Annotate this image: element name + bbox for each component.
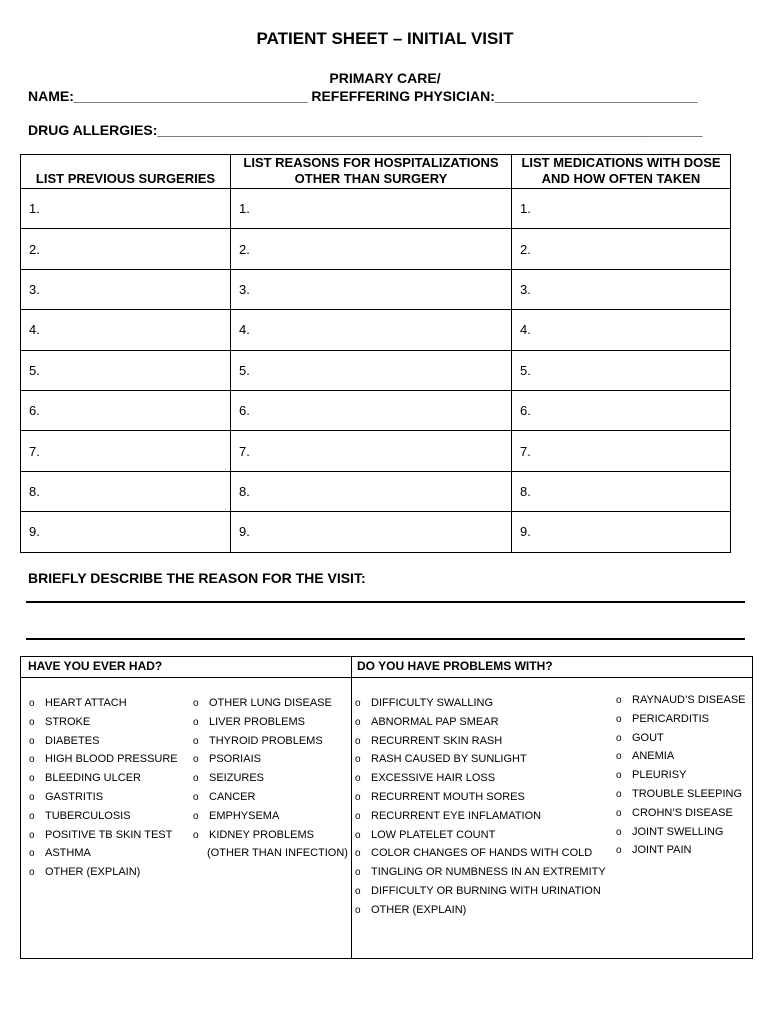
checkbox-circle-icon[interactable]: o [193,829,199,841]
checklist-item-label: STROKE [45,715,91,728]
table-row [21,189,731,229]
surgery-entry-cell[interactable]: 9. [21,512,231,552]
checkbox-circle-icon[interactable]: o [355,886,361,897]
hospitalization-entry-cell[interactable]: 9. [231,512,512,552]
table-header-row [21,155,731,189]
checklist-item-label: ANEMIA [632,750,675,763]
checkbox-circle-icon[interactable]: o [616,751,622,763]
table-row [21,310,731,350]
checkbox-circle-icon[interactable]: o [193,735,199,747]
checklist-item-label: OTHER LUNG DISEASE [209,697,332,709]
checklist-item[interactable] [193,772,264,784]
checklist-item-label: JOINT PAIN [632,844,692,857]
checklist-item-label: DIABETES [45,734,100,747]
hospitalization-entry-cell[interactable]: 5. [231,350,512,390]
checkbox-circle-icon[interactable]: o [355,810,361,822]
table-row [21,390,731,430]
checkbox-circle-icon[interactable]: o [616,713,622,725]
kidney-problems-note: (OTHER THAN INFECTION) [207,847,348,860]
checkbox-circle-icon[interactable]: o [29,735,35,747]
page-title: PATIENT SHEET – INITIAL VISIT [256,29,514,48]
primary-care-label: PRIMARY CARE/ [329,70,441,86]
hospitalization-entry-cell[interactable]: 6. [231,390,512,430]
checklist-item[interactable] [355,735,502,747]
medication-entry-cell[interactable]: 7. [512,431,731,471]
checkbox-circle-icon[interactable]: o [616,826,622,838]
checklist-item[interactable] [355,885,601,897]
medication-entry-cell[interactable]: 5. [512,350,731,390]
checklist-item-label: THYROID PROBLEMS [209,734,323,747]
checkbox-circle-icon[interactable]: o [616,732,622,744]
hospitalization-entry-cell[interactable]: 3. [231,269,512,309]
checklist-item[interactable] [355,772,495,784]
drug-allergies-line[interactable]: DRUG ALLERGIES:______________________________________________________________________ [28,122,703,138]
checklist-item[interactable] [355,697,493,709]
medication-entry-cell[interactable]: 9. [512,512,731,552]
checkbox-circle-icon[interactable]: o [193,754,199,766]
medical-history-table [20,154,731,553]
medication-entry-cell[interactable]: 4. [512,310,731,350]
checkbox-circle-icon[interactable]: o [29,848,35,860]
checkbox-circle-icon[interactable]: o [29,698,35,709]
name-physician-line[interactable]: NAME:______________________________ REFEFFERING PHYSICIAN:__________________________ [28,88,698,104]
checklist-item[interactable] [29,753,178,765]
checklist-item-label: HIGH BLOOD PRESSURE [45,753,178,766]
checklist-item-label: BLEEDING ULCER [45,772,141,785]
medication-entry-cell[interactable]: 3. [512,269,731,309]
checklist-item-label: PSORIAIS [209,753,261,766]
checkbox-circle-icon[interactable]: o [616,845,622,857]
checkbox-circle-icon[interactable]: o [29,829,35,841]
hospitalization-entry-cell[interactable]: 8. [231,471,512,511]
checkbox-circle-icon[interactable]: o [355,773,361,785]
checklist-item[interactable] [29,847,91,859]
checklist-item[interactable] [616,844,692,856]
checklist-item[interactable] [355,753,527,765]
surgery-entry-cell[interactable]: 4. [21,310,231,350]
checklist-item[interactable] [29,697,127,709]
hospitalization-entry-cell[interactable]: 2. [231,229,512,269]
checkbox-circle-icon[interactable]: o [193,716,199,728]
checklist-item[interactable] [355,904,466,916]
medication-entry-cell[interactable]: 2. [512,229,731,269]
visit-reason-line-2[interactable] [26,638,745,640]
checklist-item[interactable] [616,807,733,819]
problems-with-header: DO YOU HAVE PROBLEMS WITH? [357,659,553,673]
checklist-item-label: EMPHYSEMA [209,809,280,822]
checklist-item[interactable] [616,750,674,762]
surgery-entry-cell[interactable]: 2. [21,229,231,269]
table-row [21,512,731,552]
surgery-entry-cell[interactable]: 8. [21,471,231,511]
checklist-item-label: TROUBLE SLEEPING [632,788,743,800]
checkbox-circle-icon[interactable]: o [616,695,622,706]
hospitalizations-header [231,155,512,189]
checkbox-circle-icon[interactable]: o [193,792,199,803]
checklist-item[interactable] [355,847,592,859]
checklist-item-label: RECURRENT MOUTH SORES [371,791,525,803]
checklist-item-label: POSITIVE TB SKIN TEST [45,828,173,841]
table-row [21,471,731,511]
checklist-item[interactable] [29,791,103,803]
checklist-item-label: TUBERCULOSIS [45,809,131,822]
checkbox-circle-icon[interactable]: o [29,792,35,803]
checkbox-circle-icon[interactable]: o [355,716,361,728]
surgery-entry-cell[interactable]: 7. [21,431,231,471]
checklist-item[interactable] [616,694,746,706]
checklist-item[interactable] [29,735,99,747]
checklist-item-label: COLOR CHANGES OF HANDS WITH COLD [371,847,593,860]
hospitalization-entry-cell[interactable]: 7. [231,431,512,471]
checklist-item-label: ASTHMA [45,847,91,860]
checklist-item-label: RASH CAUSED BY SUNLIGHT [371,753,527,766]
checklist-item[interactable] [355,829,495,841]
checklist-item[interactable] [616,826,723,838]
checklist-item[interactable] [193,697,332,709]
checklist-item[interactable] [29,829,172,841]
checkbox-circle-icon[interactable]: o [29,716,35,728]
checklist-item-label: CROHN’S DISEASE [632,806,733,819]
medication-entry-cell[interactable]: 8. [512,471,731,511]
checklist-header-divider [21,677,752,678]
checklist-item[interactable] [355,866,606,878]
medications-header-line2: AND HOW OFTEN TAKEN [541,171,701,186]
visit-reason-line-1[interactable] [26,601,745,603]
checklist-item-label: RAYNAUD’S DISEASE [632,694,746,706]
checkbox-circle-icon[interactable]: o [355,792,361,803]
checkbox-circle-icon[interactable]: o [616,770,622,782]
checklist-item-label: DIFFICULTY SWALLING [371,697,494,709]
checklist-item-label: TINGLING OR NUMBNESS IN AN EXTREMITY [371,866,606,879]
conditions-checklist [20,656,753,959]
checklist-item[interactable] [355,810,541,822]
checklist-item[interactable] [355,716,499,728]
checklist-item[interactable] [616,713,709,725]
checklist-item[interactable] [616,732,664,744]
checklist-item[interactable] [616,769,686,781]
hospitalization-entry-cell[interactable]: 1. [231,189,512,229]
table-row [21,229,731,269]
surgery-entry-cell[interactable]: 3. [21,269,231,309]
checkbox-circle-icon[interactable]: o [355,829,361,841]
checklist-item-label: GOUT [632,731,664,744]
medication-entry-cell[interactable]: 1. [512,189,731,229]
table-row [21,350,731,390]
table-row [21,269,731,309]
checkbox-circle-icon[interactable]: o [355,848,361,860]
checklist-item-label: RECURRENT EYE INFLAMATION [371,809,542,822]
checklist-item[interactable] [193,791,255,803]
checklist-item-label: RECURRENT SKIN RASH [371,734,503,747]
checkbox-circle-icon[interactable]: o [29,773,35,785]
previous-surgeries-header [21,155,231,189]
checklist-item-label: PLEURISY [632,769,687,782]
hospitalizations-header-line2: OTHER THAN SURGERY [294,171,448,186]
checklist-item[interactable] [29,772,141,784]
medications-header-line1: LIST MEDICATIONS WITH DOSE [521,155,721,170]
medications-header [512,155,731,189]
checklist-item[interactable] [193,829,314,841]
checklist-item-label: LOW PLATELET COUNT [371,828,496,841]
checklist-item[interactable] [29,810,131,822]
medication-entry-cell[interactable]: 6. [512,390,731,430]
checklist-item-label: LIVER PROBLEMS [209,715,305,728]
table-row [21,431,731,471]
checklist-item-label: HEART ATTACH [45,697,127,709]
checklist-item-label: OTHER (EXPLAIN) [371,903,467,916]
checklist-item-label: ABNORMAL PAP SMEAR [371,715,499,728]
checkbox-circle-icon[interactable]: o [355,735,361,747]
checklist-item-label: JOINT SWELLING [632,825,724,838]
surgery-entry-cell[interactable]: 5. [21,350,231,390]
checkbox-circle-icon[interactable]: o [193,773,199,785]
checklist-item-label: GASTRITIS [45,791,104,803]
checklist-item[interactable] [193,735,323,747]
checkbox-circle-icon[interactable]: o [616,807,622,819]
checklist-item-label: CANCER [209,791,256,803]
checklist-item[interactable] [29,716,90,728]
hospitalization-entry-cell[interactable]: 4. [231,310,512,350]
previous-surgeries-header-text: LIST PREVIOUS SURGERIES [35,171,216,186]
checklist-item[interactable] [193,716,305,728]
checkbox-circle-icon[interactable]: o [355,904,361,916]
checkbox-circle-icon[interactable]: o [355,698,361,709]
checkbox-circle-icon[interactable]: o [355,867,361,879]
checklist-item[interactable] [355,791,525,803]
checklist-item[interactable] [616,788,742,800]
checklist-item-label: EXCESSIVE HAIR LOSS [371,772,496,785]
checklist-item-label: SEIZURES [209,772,265,785]
checklist-item-label: PERICARDITIS [632,712,710,725]
checklist-item-label: DIFFICULTY OR BURNING WITH URINATION [371,885,601,897]
checklist-item[interactable] [29,866,140,878]
checklist-item[interactable] [193,753,261,765]
checkbox-circle-icon[interactable]: o [29,810,35,822]
checkbox-circle-icon[interactable]: o [616,789,622,800]
checkbox-circle-icon[interactable]: o [355,754,361,766]
checkbox-circle-icon[interactable]: o [29,867,35,879]
surgery-entry-cell[interactable]: 1. [21,189,231,229]
checklist-column-divider [351,657,352,959]
visit-reason-label: BRIEFLY DESCRIBE THE REASON FOR THE VISIT: [28,570,366,586]
checklist-item-label: KIDNEY PROBLEMS [209,828,314,841]
checkbox-circle-icon[interactable]: o [193,810,199,822]
checklist-item-label: OTHER (EXPLAIN) [45,866,141,879]
surgery-entry-cell[interactable]: 6. [21,390,231,430]
checkbox-circle-icon[interactable]: o [193,698,199,709]
have-you-ever-had-header: HAVE YOU EVER HAD? [28,659,163,673]
checkbox-circle-icon[interactable]: o [29,754,35,766]
checklist-item[interactable] [193,810,279,822]
hospitalizations-header-line1: LIST REASONS FOR HOSPITALIZATIONS [243,155,499,170]
